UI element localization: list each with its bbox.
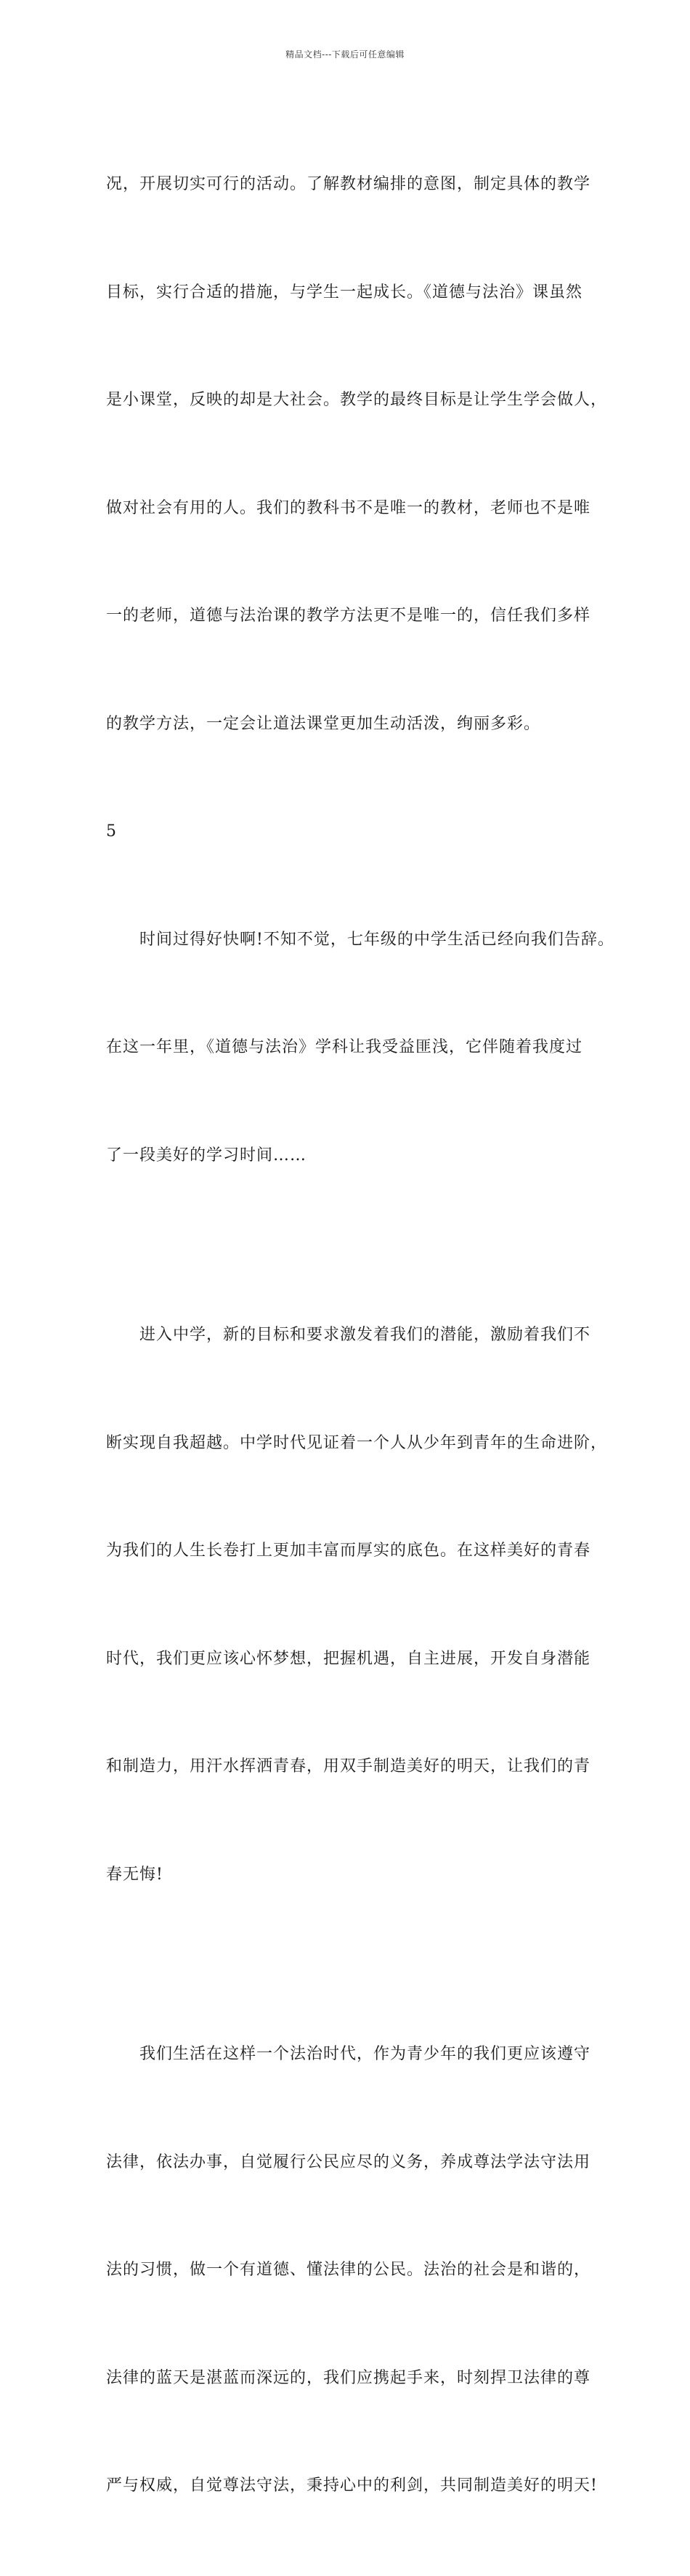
document-body [106, 94, 614, 2576]
text-line: 为我们的人生长卷打上更加丰富而厚实的底色。在这样美好的青春 [106, 1542, 591, 1560]
text-line: 断实现自我超越。中学时代见证着一个人从少年到青年的生命进阶， [106, 1433, 608, 1452]
paragraph-2 [106, 850, 614, 1246]
paragraph-3 [106, 1245, 607, 1964]
text-line: 法的习惯，做一个有道德、懂法律的公民。法治的社会是和谐的， [106, 2261, 591, 2279]
text-line: 目标，实行合适的措施，与学生一起成长。《道德与法治》课虽然 [106, 283, 583, 301]
text-line: 时间过得好快啊!不知不觉，七年级的中学生活已经向我们告辞。 [106, 930, 614, 949]
text-line: 做对社会有用的人。我们的教科书不是唯一的教材，老师也不是唯 [106, 498, 591, 517]
page-header: 精品文档---下载后可任意编辑 [285, 49, 405, 60]
text-line: 法律，依法办事，自觉履行公民应尽的义务，养成尊法学法守法用 [106, 2152, 591, 2171]
text-line: 法律的蓝天是湛蓝而深远的，我们应携起手来，时刻捍卫法律的尊 [106, 2368, 591, 2387]
text-line: 春无悔! [106, 1865, 163, 1884]
text-line: 严与权威，自觉尊法守法，秉持心中的利剑，共同制造美好的明天! [106, 2476, 598, 2495]
text-line: 我们生活在这样一个法治时代，作为青少年的我们更应该遵守 [106, 2045, 591, 2063]
text-line: 的教学方法，一定会让道法课堂更加生动活泼，绚丽多彩。 [106, 714, 541, 733]
text-line: 和制造力，用汗水挥洒青春，用双手制造美好的明天，让我们的青 [106, 1757, 591, 1775]
paragraph-1 [106, 94, 607, 814]
section-number: 5 [106, 822, 117, 841]
text-line: 了一段美好的学习时间…… [106, 1146, 307, 1165]
text-line: 况，开展切实可行的活动。了解教材编排的意图，制定具体的教学 [106, 175, 591, 193]
text-line: 在这一年里，《道德与法治》学科让我受益匪浅，它伴随着我度过 [106, 1038, 583, 1056]
text-line: 时代，我们更应该心怀梦想，把握机遇，自主进展，开发自身潜能 [106, 1649, 591, 1668]
paragraph-4 [106, 1964, 607, 2576]
text-line: 一的老师，道德与法治课的教学方法更不是唯一的，信任我们多样 [106, 607, 591, 625]
text-line: 进入中学，新的目标和要求激发着我们的潜能，激励着我们不 [106, 1326, 591, 1344]
text-line: 是小课堂，反映的却是大社会。教学的最终目标是让学生学会做人， [106, 391, 608, 409]
